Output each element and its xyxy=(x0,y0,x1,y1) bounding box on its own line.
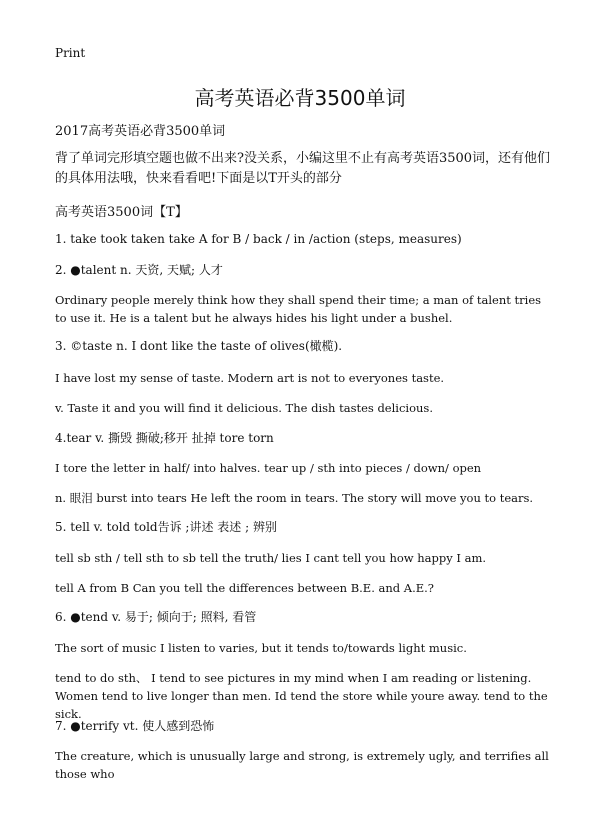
entry-tear-example-1: I tore the letter in half/ into halves. tear up / sth into pieces / down/ open xyxy=(55,461,482,475)
entry-tend: 6. ●tend v. 易于; 倾向于; 照料, 看管 xyxy=(55,610,257,624)
entry-take: 1. take took taken take A for B / back / in /action (steps, measures) xyxy=(55,232,462,246)
article-subtitle: 2017高考英语必背3500单词 xyxy=(55,124,226,139)
entry-tell-example-1: tell sb sth / tell sth to sb tell the truth/ lies I cant tell you how happy I am. xyxy=(55,551,487,565)
entry-tear: 4.tear v. 撕毁 撕破;移开 扯掉 tore torn xyxy=(55,431,274,445)
entry-tell: 5. tell v. told told告诉 ;讲述 表述 ; 辨别 xyxy=(55,520,277,534)
entry-talent: 2. ●talent n. 天资, 天赋; 人才 xyxy=(55,263,223,277)
intro-paragraph: 背了单词完形填空题也做不出来?没关系，小编这里不止有高考英语3500词，还有他们的具体用法哦，快来看看吧!下面是以T开头的部分 xyxy=(55,151,551,186)
section-heading: 高考英语3500词【T】 xyxy=(55,205,188,220)
entry-talent-example: Ordinary people merely think how they shall spend their time; a man of talent tries to use it. He is a talent but he always hides his light under a bushel. xyxy=(55,293,542,325)
entry-terrify: 7. ●terrify vt. 使人感到恐怖 xyxy=(55,719,215,733)
entry-tell-example-2: tell A from B Can you tell the differences between B.E. and A.E.? xyxy=(55,581,434,595)
print-link[interactable]: Print xyxy=(55,46,86,60)
entry-taste: 3. ©taste n. I dont like the taste of olives(橄榄). xyxy=(55,339,343,353)
entry-terrify-example-1: The creature, which is unusually large and strong, is extremely ugly, and terrifies all those who xyxy=(55,749,549,781)
entry-tear-example-2: n. 眼泪 burst into tears He left the room in tears. The story will move you to tears. xyxy=(55,491,534,505)
entry-tend-example-2: tend to do sth、 I tend to see pictures in my mind when I am reading or listening. Women tend to live longer than men. Id tend the store while youre away. tend to the sick. xyxy=(55,671,548,721)
entry-taste-example-1: I have lost my sense of taste. Modern art is not to everyones taste. xyxy=(55,371,445,385)
entry-tend-example-1: The sort of music I listen to varies, but it tends to/towards light music. xyxy=(55,641,467,655)
entry-taste-example-2: v. Taste it and you will find it delicious. The dish tastes delicious. xyxy=(55,401,433,415)
page-title: 高考英语必背3500单词 xyxy=(194,86,406,110)
